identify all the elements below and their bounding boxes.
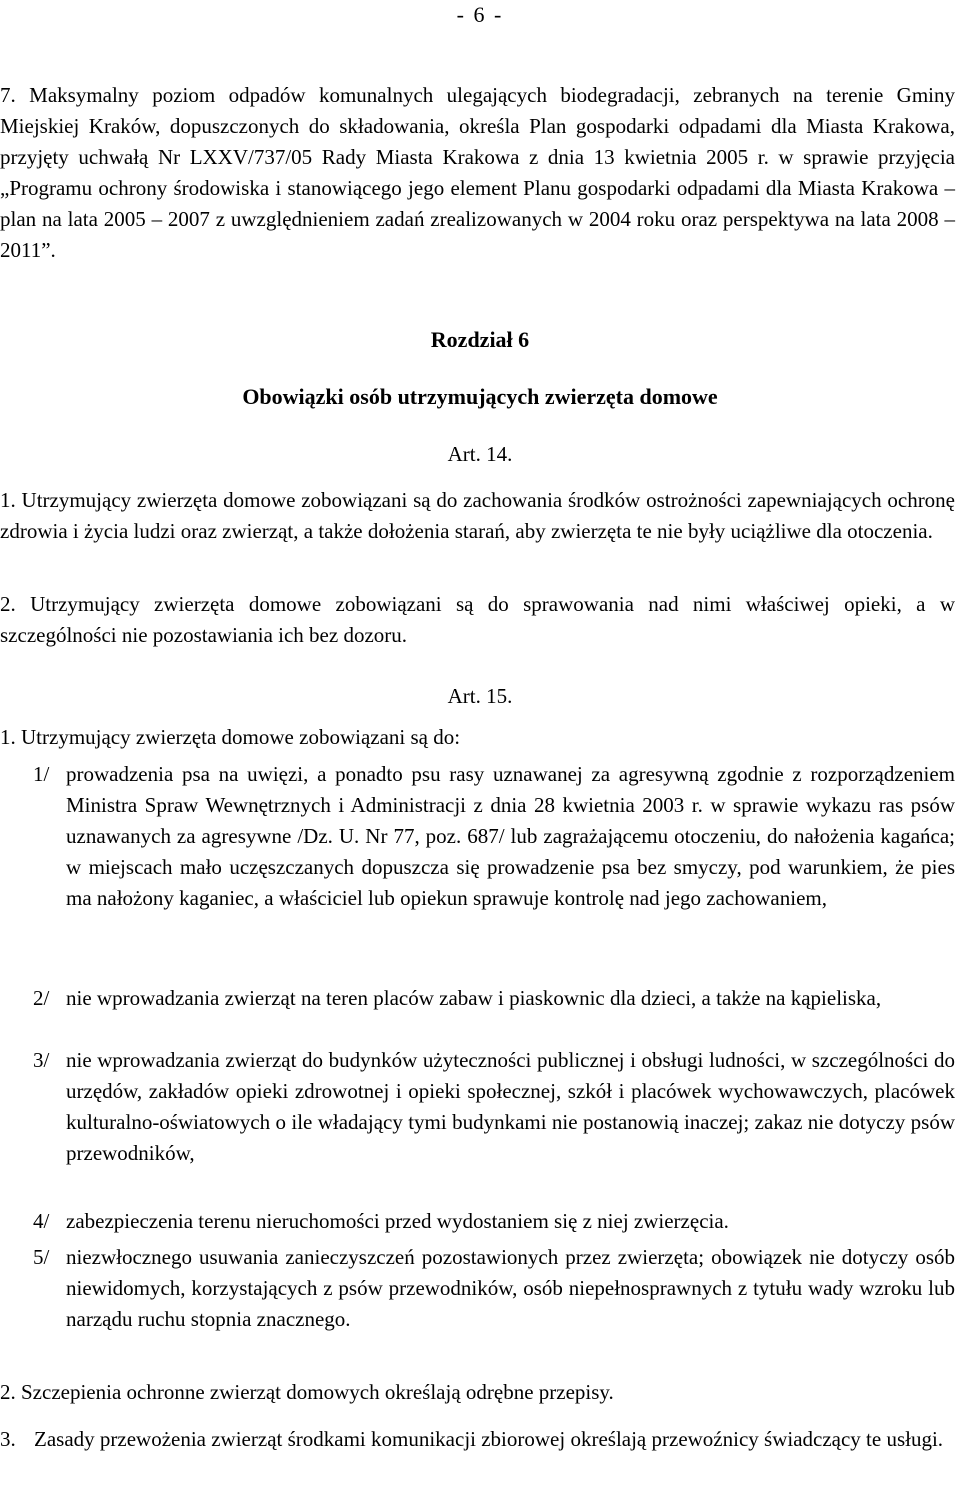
paragraph-number: 7.	[0, 83, 16, 107]
subitem-number: 4/	[33, 1209, 50, 1233]
item-text: Zasady przewożenia zwierząt środkami komunikacji zbiorowej określają przewoźnicy świadczący te usługi.	[34, 1427, 944, 1451]
art14-item-1	[0, 485, 955, 547]
art15-subitem-2	[33, 983, 955, 1014]
paragraph-7	[0, 80, 955, 266]
subitem-number: 5/	[33, 1245, 50, 1269]
chapter-subtitle: Obowiązki osób utrzymujących zwierzęta domowe	[242, 384, 718, 409]
subitem-number: 1/	[33, 762, 50, 786]
article-14-label: Art. 14.	[447, 442, 513, 466]
page-number: - 6 -	[456, 2, 504, 27]
art15-item-3	[0, 1424, 955, 1455]
art14-item-2	[0, 589, 955, 651]
chapter-title: Rozdział 6	[430, 327, 530, 352]
art15-subitem-3	[33, 1045, 955, 1169]
item-number: 3.	[0, 1427, 16, 1451]
subitem-number: 2/	[33, 986, 50, 1010]
art15-subitem-5	[33, 1242, 955, 1335]
item-number: 1.	[0, 725, 16, 749]
paragraph-text: Maksymalny poziom odpadów komunalnych ulegających biodegradacji, zebranych na terenie Gminy Miejskiej Kraków, dopuszczonych do składowania, określa Plan gospodarki odpadami dla Miasta Krakowa, przyjęty uchwałą Nr LXXV/737/05 Rady Miasta Krakowa z dnia 13 kwietnia 2005 r. w sprawie przyjęcia „Programu ochrony środowiska i stanowiącego jego element Planu gospodarki odpadami dla Miasta Krakowa – plan na lata 2005 – 2007 z uwzględnieniem zadań zrealizowanych w 2004 roku oraz perspektywa na lata 2008 – 2011”.	[0, 83, 956, 262]
art15-subitem-1	[33, 759, 955, 914]
item-text: Szczepienia ochronne zwierząt domowych określają odrębne przepisy.	[21, 1380, 614, 1404]
item-number: 2.	[0, 592, 16, 616]
subitem-text: prowadzenia psa na uwięzi, a ponadto psu rasy uznawanej za agresywną zgodnie z rozporządzeniem Ministra Spraw Wewnętrznych i Administracji z dnia 28 kwietnia 2003 r. w sprawie wykazu ras psów uznawanych za agresywne /Dz. U. Nr 77, poz. 687/ lub zagrażającemu otoczeniu, do nałożenia kagańca; w miejscach mało uczęszczanych dopuszcza się prowadzenie psa bez smyczy, pod warunkiem, że pies ma nałożony kaganiec, a właściciel lub opiekun sprawuje kontrolę nad jego zachowaniem,	[66, 762, 955, 910]
article-15-label: Art. 15.	[447, 684, 513, 708]
art15-item-2	[0, 1377, 955, 1408]
subitem-text: zabezpieczenia terenu nieruchomości przed wydostaniem się z niej zwierzęcia.	[66, 1209, 729, 1233]
subitem-number: 3/	[33, 1048, 50, 1072]
art15-item-1	[0, 722, 955, 753]
item-number: 2.	[0, 1380, 16, 1404]
item-number: 1.	[0, 488, 16, 512]
subitem-text: niezwłocznego usuwania zanieczyszczeń pozostawionych przez zwierzęta; obowiązek nie dotyczy osób niewidomych, korzystających z psów przewodników, osób niepełnosprawnych z tytułu wady wzroku lub narządu ruchu stopnia znacznego.	[66, 1245, 955, 1331]
subitem-text: nie wprowadzania zwierząt na teren placów zabaw i piaskownic dla dzieci, a także na kąpieliska,	[66, 986, 882, 1010]
item-text: Utrzymujący zwierzęta domowe zobowiązani są do zachowania środków ostrożności zapewniających ochronę zdrowia i życia ludzi oraz zwierząt, a także dołożenia starań, aby zwierzęta te nie były uciążliwe dla otoczenia.	[0, 488, 956, 543]
art15-subitem-4	[33, 1206, 955, 1237]
subitem-text: nie wprowadzania zwierząt do budynków użyteczności publicznej i obsługi ludności, w szczególności do urzędów, zakładów opieki zdrowotnej i opieki społecznej, szkół i placówek wychowawczych, placówek kulturalno-oświatowych o ile władający tymi budynkami nie postanowią inaczej; zakaz nie dotyczy psów przewodników,	[66, 1048, 955, 1165]
item-text: Utrzymujący zwierzęta domowe zobowiązani są do sprawowania nad nimi właściwej opieki, a w szczególności nie pozostawiania ich bez dozoru.	[0, 592, 955, 647]
item-text: Utrzymujący zwierzęta domowe zobowiązani są do:	[21, 725, 461, 749]
